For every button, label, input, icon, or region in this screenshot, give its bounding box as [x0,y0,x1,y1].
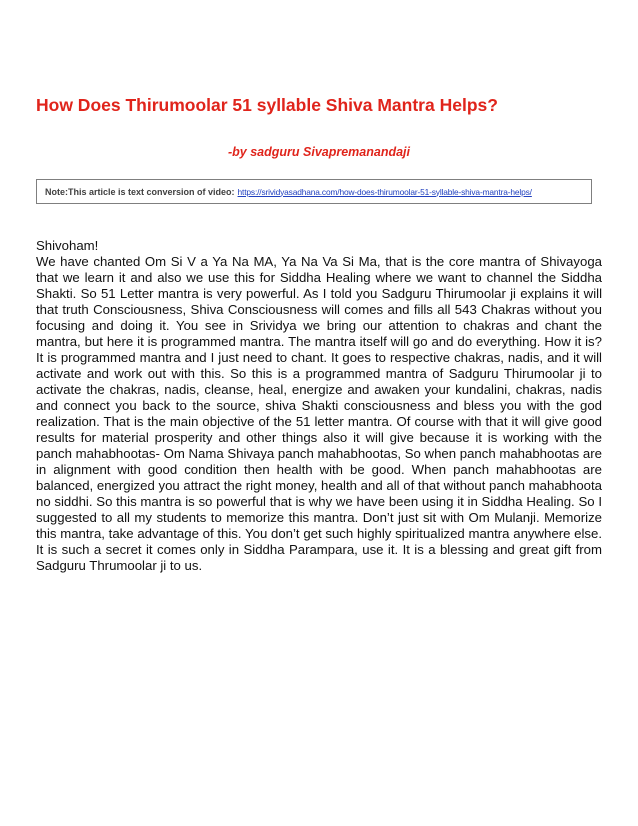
article-body [36,238,602,574]
source-video-link[interactable]: https://srividyasadhana.com/how-does-thirumoolar-51-syllable-shiva-mantra-helps/ [237,186,532,197]
greeting-line: Shivoham! [36,238,99,253]
source-note-label: Note:This article is text conversion of video: [45,186,235,197]
article-paragraph: We have chanted Om Si V a Ya Na MA, Ya Na Va Si Ma, that is the core mantra of Shivayoga that we learn it and also we use this for Siddha Healing where we want to channel the Siddha Shakti. So 51 Letter mantra is very powerful. As I told you Sadguru Thirumoolar ji explains it will that truth Consciousness, Shiva Consciousness will comes and fills all 543 Chakras without you focusing and doing it. You see in Srividya we bring our attention to chakras and chant the mantra, but here it is programmed mantra. The mantra itself will go and do everything. How it is? It is programmed mantra and I just need to chant. It goes to respective chakras, nadis, and it will activate and work out with this. So this is a programmed mantra of Sadguru Thirumoolar ji to activate the chakras, nadis, cleanse, heal, energize and awaken your kundalini, chakras, nadis and connect you back to the source, shiva Shakti consciousness and bless you with the god realization. That is the main objective of the 51 letter mantra. Of course with that it will give good results for material prosperity and other things also it will give because it is working with the panch mahabhootas- Om Nama Shivaya panch mahabhootas, So when panch mahabhootas are in alignment with good condition then health with be good. When panch mahabhootas are balanced, energized you attract the right money, health and all of that without panch mahabhoota no siddhi. So this mantra is so powerful that is why we have been using it in Siddha Healing. So I suggested to all my students to memorize this mantra. Don’t just sit with Om Mulanji. Memorize this mantra, take advantage of this. You don’t get such highly spiritualized mantra anywhere else. It is such a secret it comes only in Siddha Parampara, use it. It is a blessing and great gift from Sadguru Thrumoolar ji to us. [36,254,602,573]
document-title: How Does Thirumoolar 51 syllable Shiva Mantra Helps? [36,95,498,115]
author-byline: -by sadguru Sivapremanandaji [228,145,410,159]
source-note-box [36,179,592,204]
